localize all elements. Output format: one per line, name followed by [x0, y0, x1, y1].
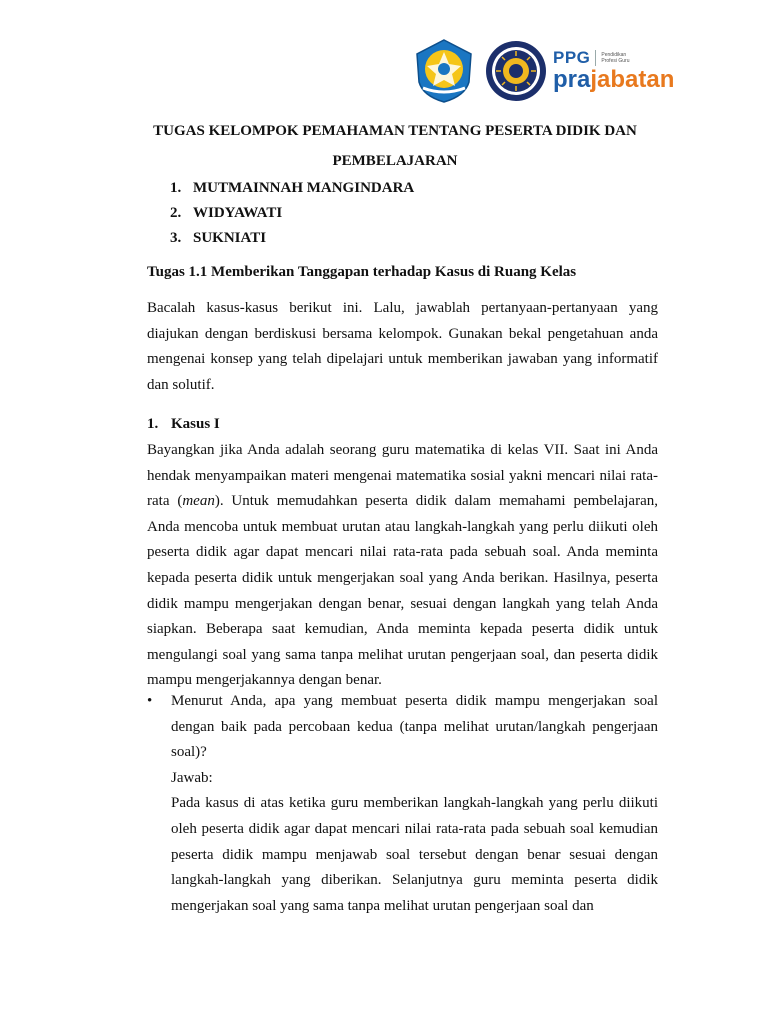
member-item: [170, 176, 414, 201]
kasus-heading: [147, 414, 220, 434]
task-subtitle: Tugas 1.1 Memberikan Tanggapan terhadap Kasus di Ruang Kelas: [147, 264, 577, 280]
question-text: Menurut Anda, apa yang membuat peserta didik mampu mengerjakan soal dengan baik pada percobaan kedua (tanpa melihat urutan/langkah pengerjaan soal)?: [171, 693, 658, 761]
kasus-text-pre: Bayangkan jika Anda adalah seorang guru matematika di kelas VII. Saat ini Anda hendak menyampaikan materi mengenai matematika sosial yakni mencari nilai rata-rata (: [147, 442, 658, 510]
member-list: [170, 176, 414, 251]
prajabatan-wordmark: [553, 66, 673, 94]
kasus-number: 1.: [147, 416, 159, 432]
member-name: WIDYAWATI: [193, 205, 283, 221]
question-content: [171, 689, 658, 919]
kemendikbud-logo: [413, 38, 475, 104]
prajabatan-pre: pra: [553, 66, 591, 93]
ppg-small-text: Pendidikan Profesi Guru: [601, 52, 630, 64]
kasus-text-post: ). Untuk memudahkan peserta didik dalam memahami pembelajaran, Anda mencoba untuk membuat urutan atau langkah-langkah yang perlu diikuti oleh peserta didik agar dapat mencari nilai rata-rata pada sebuah soal. Anda meminta kepada peserta didik untuk mengerjakan soal yang Anda berikan. Hasilnya, peserta didik mampu mengerjakan dengan benar, sesuai dengan langkah yang telah Anda siapkan. Beberapa saat kemudian, Anda meminta kepada peserta didik untuk mengulangi soal yang sama tanpa melihat urutan pengerjaan soal, dan peserta didik mampu mengerjakannya dengan benar.: [147, 493, 658, 689]
intro-paragraph: Bacalah kasus-kasus berikut ini. Lalu, jawablah pertanyaan-pertanyaan yang diajukan dengan berdiskusi bersama kelompok. Gunakan bekal pengetahuan anda mengenai konsep yang telah dipelajari untuk memberikan jawaban yang informatif dan solutif.: [147, 300, 658, 393]
question-bullet: [147, 689, 658, 919]
answer-text: Pada kasus di atas ketika guru memberikan langkah-langkah yang perlu diikuti oleh peserta didik agar dapat mencari nilai rata-rata pada sebuah soal kemudian peserta didik mampu menjawab soal tersebut dengan benar sesuai dengan langkah-langkah yang diberikan. Selanjutnya guru meminta peserta didik mengerjakan soal yang sama tanpa melihat urutan pengerjaan soal dan: [171, 795, 658, 914]
ppg-separator: [595, 50, 596, 66]
ppg-label: PPG: [553, 48, 591, 67]
header-logos: [413, 38, 673, 104]
kasus-title: Kasus I: [171, 416, 220, 432]
member-number: 3.: [170, 230, 182, 246]
ppg-prajabatan-logo: [553, 39, 673, 103]
member-item: [170, 201, 414, 226]
member-number: 1.: [170, 180, 182, 196]
kasus-paragraph: [147, 438, 658, 694]
bullet-icon: •: [147, 693, 153, 709]
document-title: TUGAS KELOMPOK PEMAHAMAN TENTANG PESERTA DIDIK DAN PEMBELAJARAN: [153, 123, 637, 169]
kasus-text-italic: mean: [182, 493, 215, 510]
prajabatan-post: jabatan: [590, 66, 675, 93]
member-item: [170, 226, 414, 251]
member-name: SUKNIATI: [193, 230, 267, 246]
member-name: MUTMAINNAH MANGINDARA: [193, 180, 415, 196]
jawab-label: Jawab:: [171, 769, 213, 786]
muhammadiyah-logo: [485, 40, 547, 102]
member-number: 2.: [170, 205, 182, 221]
